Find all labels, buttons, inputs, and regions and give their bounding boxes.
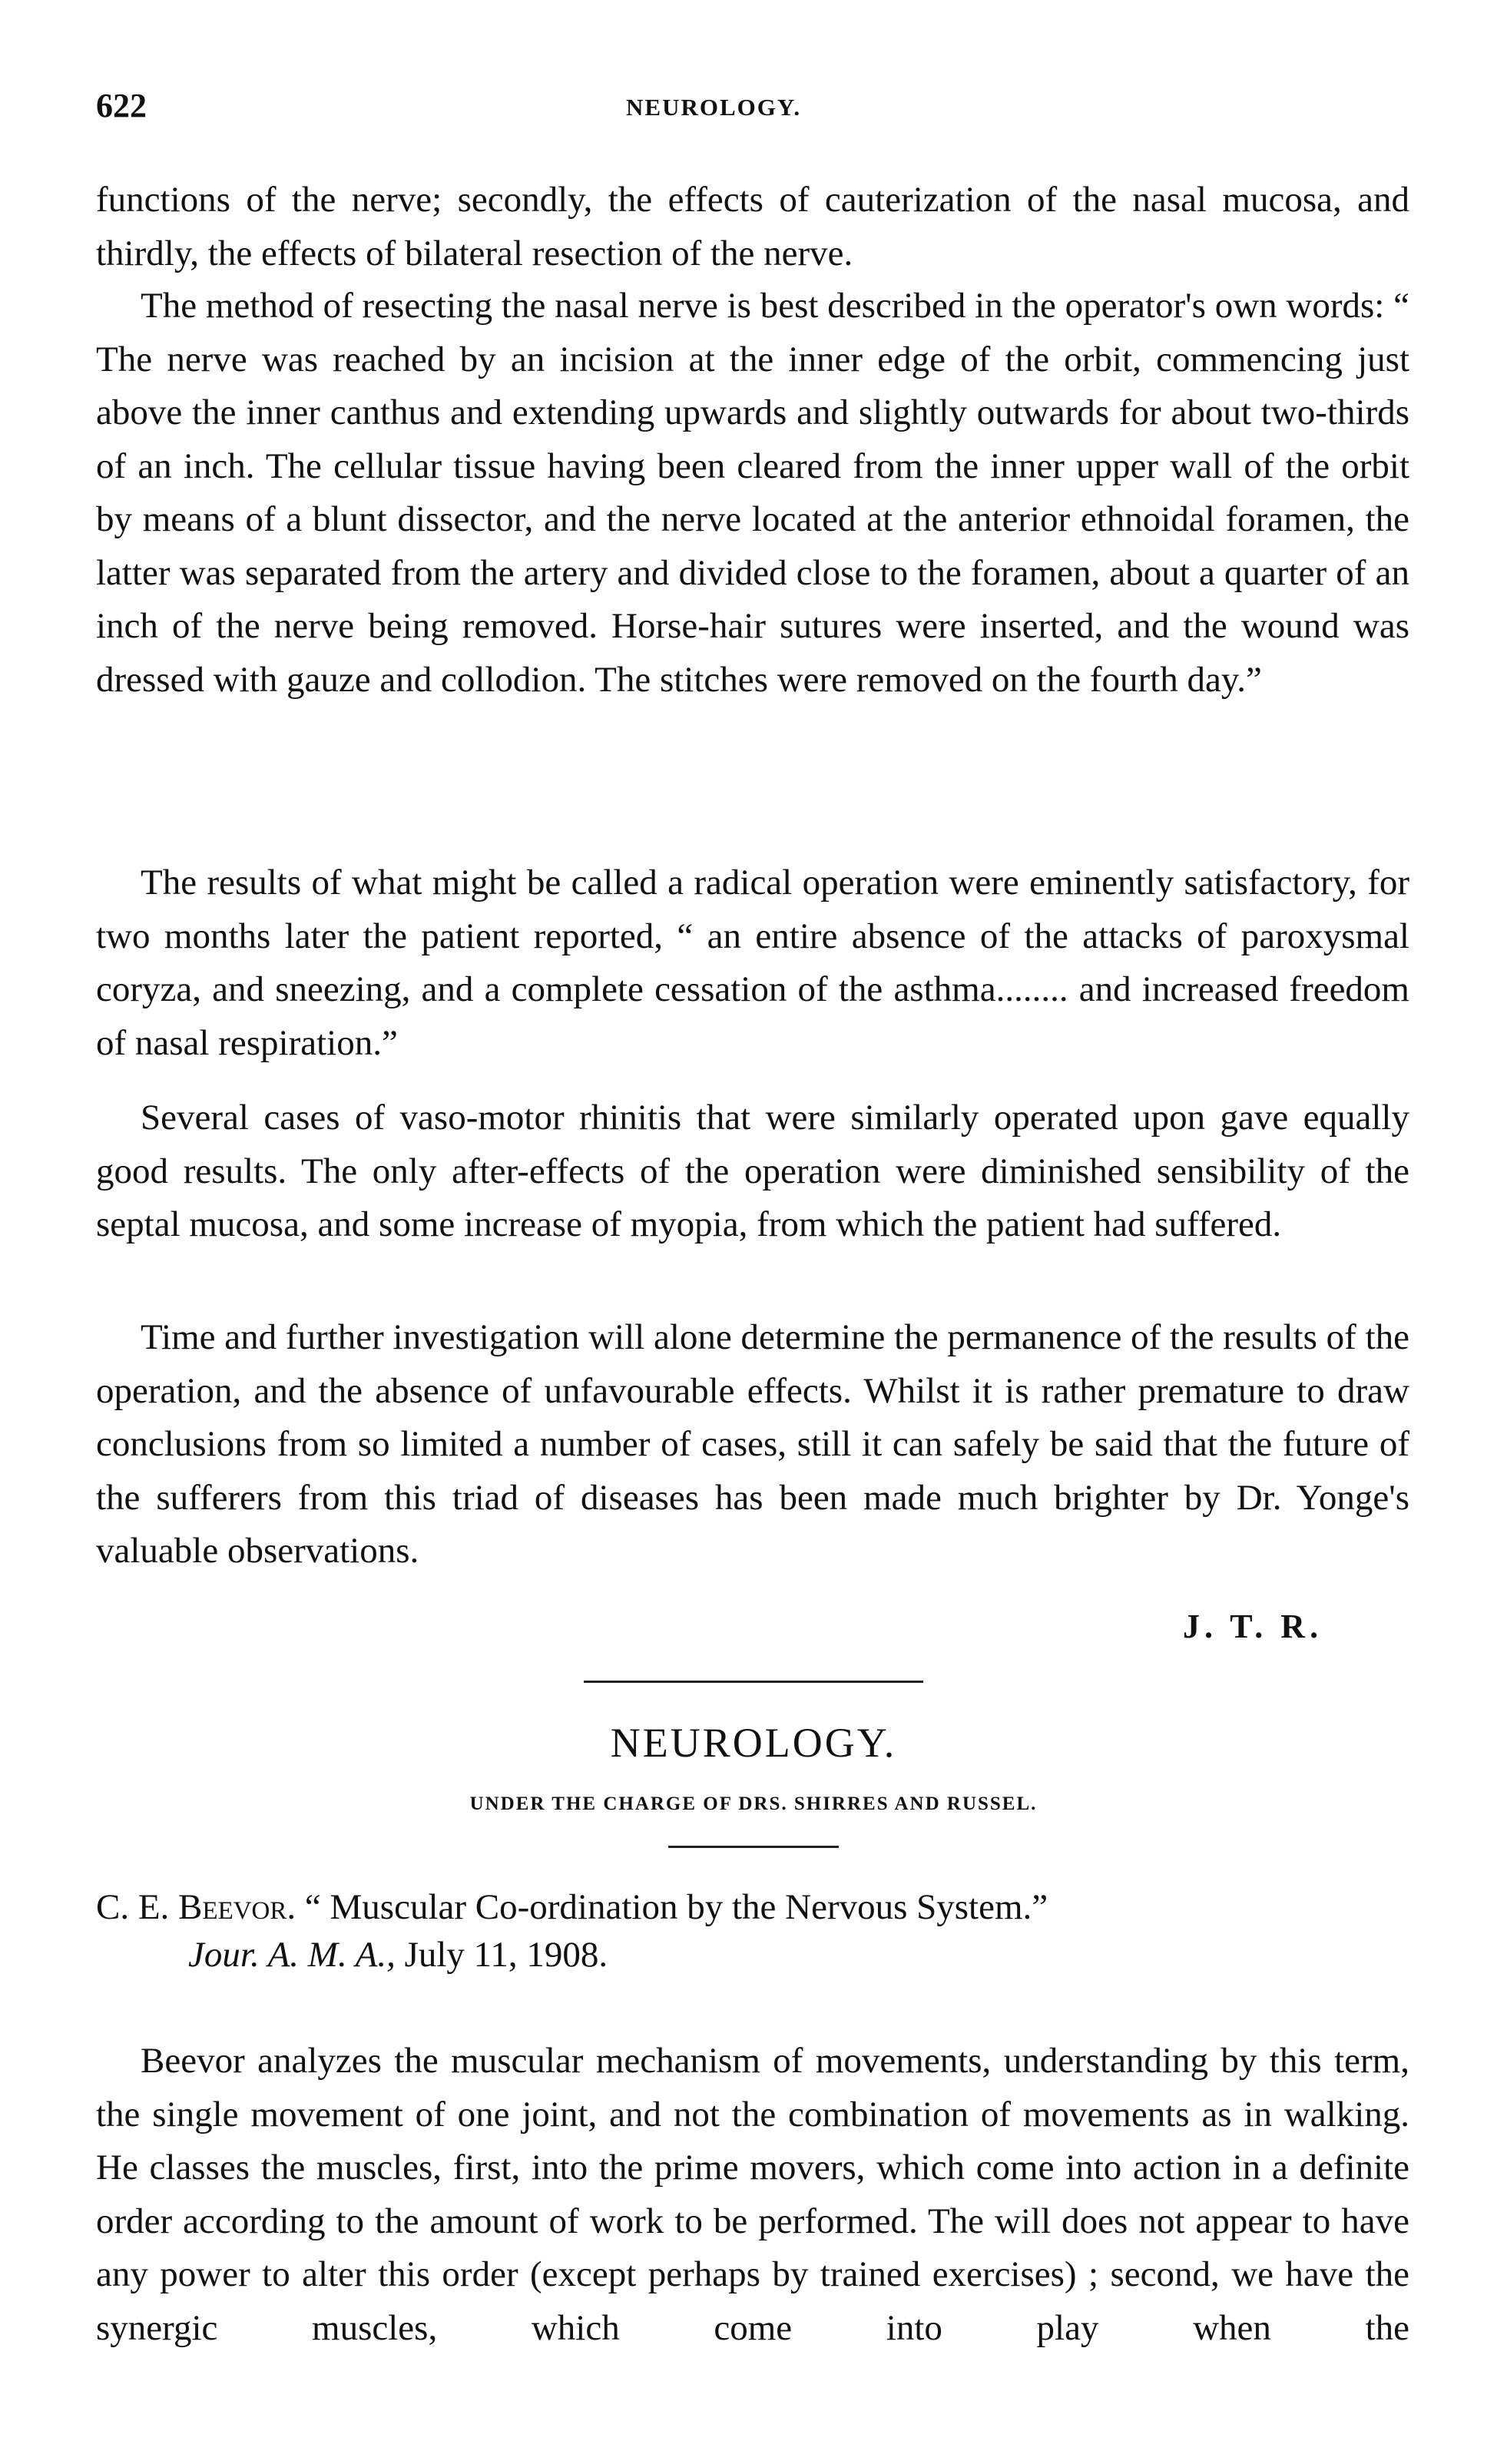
- citation-author: C. E. Beevor.: [96, 1887, 296, 1927]
- paragraph-continuation: functions of the nerve; secondly, the effects of cauterization of the nasal mucosa, and thirdly, the effects of bilateral resection of the nerve.: [96, 180, 1409, 273]
- section-subtitle: UNDER THE CHARGE OF DRS. SHIRRES AND RUSSEL.: [469, 1793, 1038, 1814]
- section-divider-top: [584, 1681, 923, 1683]
- citation: [96, 1883, 1409, 1979]
- paragraph-several-cases: Several cases of vaso-motor rhinitis that were similarly operated upon gave equally good results. The only after-effects of the operation were diminished sensibility of the septal mucosa, and some increase of myopia, from which the patient had suffered.: [96, 1098, 1409, 1244]
- running-head: [96, 86, 1409, 132]
- citation-line-1: [96, 1883, 1409, 1931]
- paragraph-method: The method of resecting the nasal nerve is best described in the operator's own words: “ The nerve was reached by an incision at the inner edge of the orbit, commencing just above the inner canthus and extending upwards and slightly outwards for about two-thirds of an inch. The cellular tissue having been cleared from the inner upper wall of the orbit by means of a blunt dissector, and the nerve located at the anterior ethnoidal foramen, the latter was separated from the artery and divided close to the foramen, about a quarter of an inch of the nerve being removed. Horse-hair sutures were inserted, and the wound was dressed with gauze and collodion. The stitches were removed on the fourth day.”: [96, 286, 1409, 700]
- page-number: 622: [96, 87, 147, 124]
- paragraph-conclusion: Time and further investigation will alone determine the permanence of the results of the operation, and the absence of unfavourable effects. Whilst it is rather premature to draw conclusions from so limited a number of cases, still it can safely be said that the future of the sufferers from this triad of diseases has been made much brighter by Dr. Yonge's valuable observations.: [96, 1317, 1409, 1571]
- citation-journal: Jour. A. M. A.,: [188, 1935, 396, 1975]
- running-title: NEUROLOGY.: [626, 94, 802, 121]
- citation-date: July 11, 1908.: [404, 1935, 608, 1975]
- paragraph-results: The results of what might be called a radical operation were eminently satisfactory, for two months later the patient reported, “ an entire absence of the attacks of paroxysmal coryza, and sneezing, and a complete cessation of the asthma........ and increased freedom of nasal respiration.”: [96, 863, 1409, 1063]
- section-title: NEUROLOGY.: [610, 1720, 897, 1766]
- citation-article-title: “ Muscular Co-ordination by the Nervous System.”: [304, 1887, 1048, 1927]
- paragraph-abstract: Beevor analyzes the muscular mechanism of movements, understanding by this term, the single movement of one joint, and not the combination of movements as in walking. He classes the muscles, first, into the prime movers, which come into action in a definite order according to the amount of work to be performed. The will does not appear to have any power to alter this order (except perhaps by trained exercises) ; second, we have the synergic muscles, which come into play when the: [96, 2041, 1409, 2348]
- section-divider-bottom: [668, 1846, 839, 1848]
- author-signature: J. T. R.: [1183, 1608, 1323, 1645]
- citation-line-2: [96, 1931, 1409, 1979]
